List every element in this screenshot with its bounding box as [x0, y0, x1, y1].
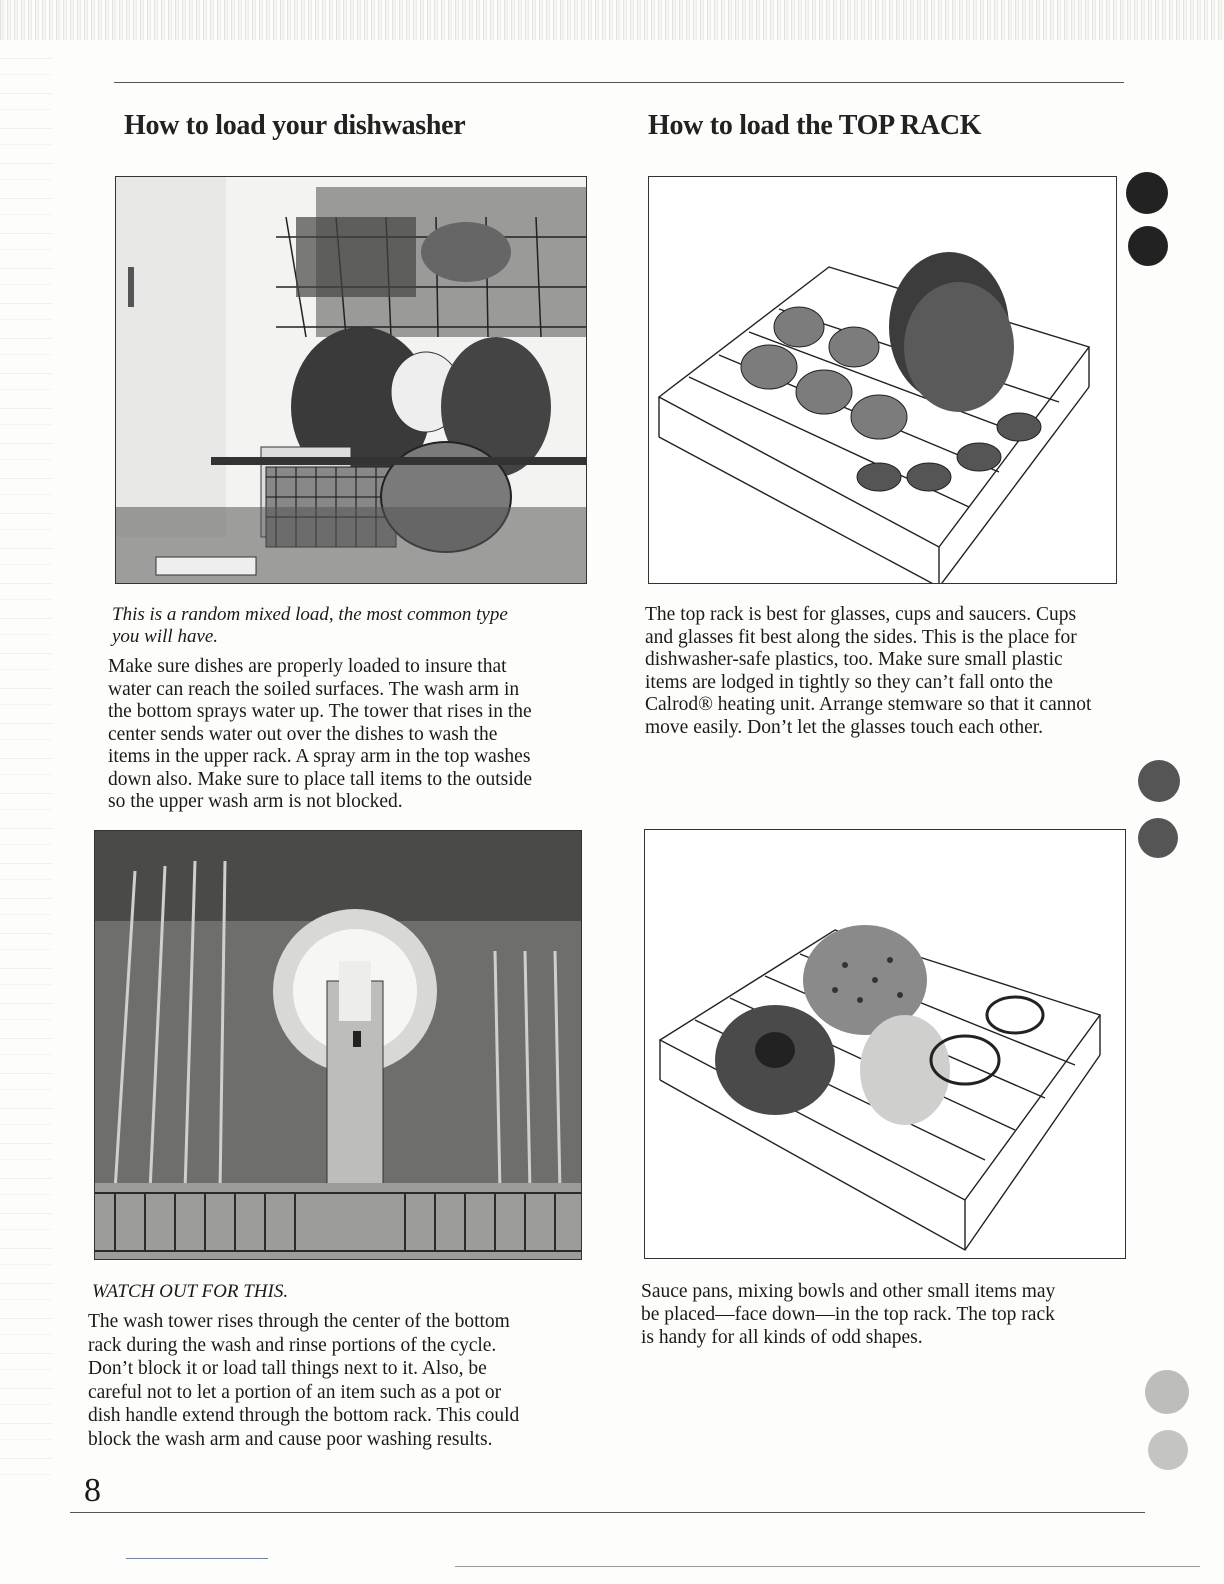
heading-load-dishwasher: How to load your dishwasher — [124, 110, 466, 141]
photo-top-rack-glasses — [648, 176, 1117, 584]
text-line: is handy for all kinds of odd shapes. — [641, 1327, 923, 1348]
text-line: be placed—face down—in the top rack. The top rack — [641, 1304, 1055, 1325]
caption-watch-out: WATCH OUT FOR THIS. — [92, 1281, 289, 1302]
text-line: Calrod® heating unit. Arrange stemware so that it cannot — [645, 694, 1092, 715]
photo-top-rack-pans — [644, 829, 1126, 1259]
paragraph-top-rack-glasses — [645, 604, 1135, 739]
photo-wash-tower — [94, 830, 582, 1260]
binder-hole-icon — [1145, 1370, 1189, 1414]
page-number: 8 — [84, 1472, 101, 1509]
header-rule — [114, 82, 1124, 83]
text-line: Sauce pans, mixing bowls and other small items may — [641, 1281, 1056, 1302]
binder-hole-icon — [1126, 172, 1168, 214]
text-line: so the upper wash arm is not blocked. — [108, 791, 403, 812]
text-line: dish handle extend through the bottom rack. This could — [88, 1405, 520, 1426]
text-line: block the wash arm and cause poor washing results. — [88, 1428, 493, 1450]
binder-hole-icon — [1128, 226, 1168, 266]
footer-gray-rule — [455, 1566, 1200, 1567]
binder-hole-icon — [1138, 818, 1178, 858]
paragraph-top-rack-pans — [641, 1280, 1131, 1349]
text-line: move easily. Don’t let the glasses touch each other. — [645, 716, 1044, 738]
text-line: The top rack is best for glasses, cups and saucers. Cups — [645, 604, 1077, 625]
scan-noise-left — [0, 40, 52, 1490]
photo-mixed-load — [115, 176, 587, 584]
text-line: rack during the wash and rinse portions of the cycle. — [88, 1334, 497, 1356]
text-line: items are lodged in tightly so they can’t fall onto the — [645, 671, 1053, 693]
text-line: the bottom sprays water up. The tower that rises in the — [108, 701, 532, 722]
caption-line: you will have. — [112, 626, 219, 647]
text-line: dishwasher-safe plastics, too. Make sure small plastic — [645, 649, 1063, 670]
text-line: center sends water out over the dishes to wash the — [108, 723, 498, 745]
binder-hole-icon — [1138, 760, 1180, 802]
paragraph-loading-instructions — [108, 656, 588, 814]
text-line: items in the upper rack. A spray arm in the top washes — [108, 746, 531, 767]
text-line: down also. Make sure to place tall items to the outside — [108, 768, 533, 790]
text-line: and glasses fit best along the sides. This is the place for — [645, 626, 1077, 648]
text-line: water can reach the soiled surfaces. The wash arm in — [108, 678, 520, 700]
heading-load-top-rack: How to load the TOP RACK — [648, 110, 982, 141]
paragraph-wash-tower-warning — [88, 1310, 588, 1451]
text-line: Don’t block it or load tall things next to it. Also, be — [88, 1358, 487, 1379]
text-line: careful not to let a portion of an item such as a pot or — [88, 1381, 502, 1403]
caption-line: This is a random mixed load, the most common type — [112, 604, 508, 625]
footer-rule — [70, 1512, 1145, 1513]
text-line: The wash tower rises through the center of the bottom — [88, 1311, 510, 1332]
binder-hole-icon — [1148, 1430, 1188, 1470]
footer-blue-rule — [126, 1558, 268, 1559]
scan-noise-top — [0, 0, 1224, 40]
caption-mixed-load — [112, 604, 582, 648]
text-line: Make sure dishes are properly loaded to insure that — [108, 656, 507, 677]
